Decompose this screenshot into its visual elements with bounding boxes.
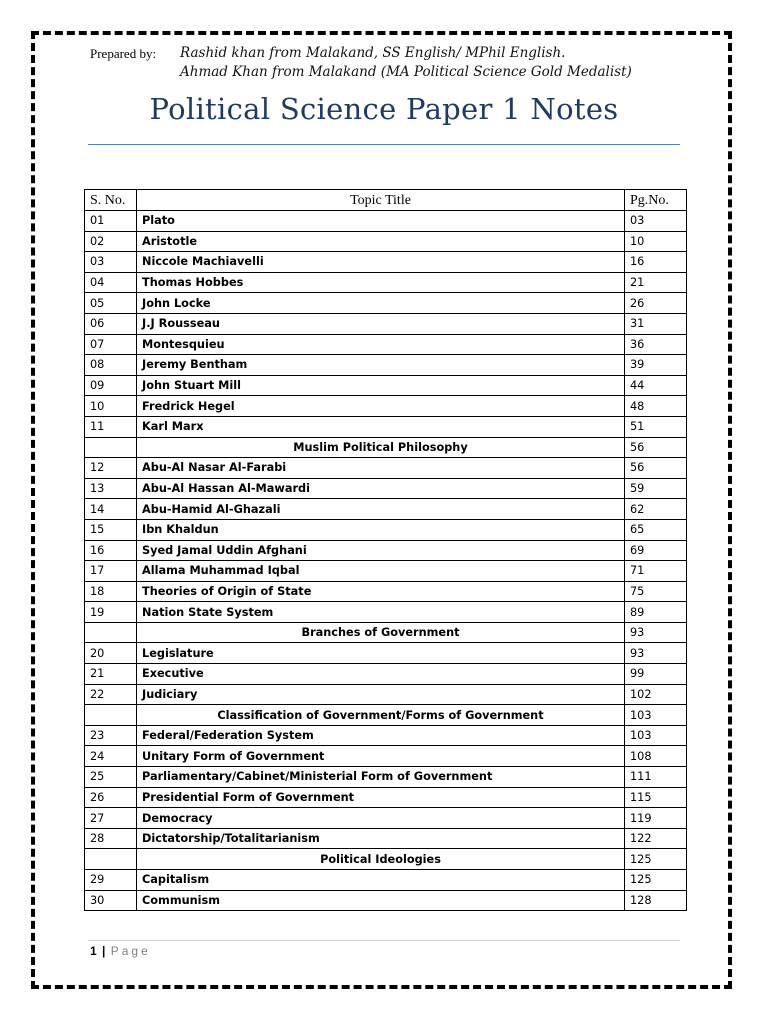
footer-divider	[88, 940, 680, 941]
section-title-cell: Classification of Government/Forms of Government	[137, 705, 625, 726]
serial-number-cell	[85, 705, 137, 726]
table-row	[85, 643, 687, 664]
topic-title-cell: Democracy	[137, 808, 625, 829]
serial-number-cell: 17	[85, 561, 137, 582]
page-label: Page	[110, 944, 151, 958]
topic-title-cell: Thomas Hobbes	[137, 272, 625, 293]
table-row	[85, 478, 687, 499]
section-title-cell: Branches of Government	[137, 622, 625, 643]
header-page-number: Pg.No.	[625, 190, 687, 211]
page-number-cell: 48	[625, 396, 687, 417]
table-row	[85, 890, 687, 911]
page-number-cell: 56	[625, 437, 687, 458]
serial-number-cell: 24	[85, 746, 137, 767]
topic-title-cell: Unitary Form of Government	[137, 746, 625, 767]
topic-title-cell: Plato	[137, 211, 625, 232]
table-row	[85, 396, 687, 417]
serial-number-cell: 25	[85, 767, 137, 788]
page-number-cell: 93	[625, 622, 687, 643]
table-row	[85, 458, 687, 479]
section-row	[85, 705, 687, 726]
serial-number-cell: 16	[85, 540, 137, 561]
serial-number-cell: 10	[85, 396, 137, 417]
page-number-cell: 103	[625, 705, 687, 726]
topic-title-cell: J.J Rousseau	[137, 313, 625, 334]
serial-number-cell: 27	[85, 808, 137, 829]
page-number-cell: 21	[625, 272, 687, 293]
table-row	[85, 684, 687, 705]
table-row	[85, 355, 687, 376]
table-row	[85, 416, 687, 437]
author-line-1: Rashid khan from Malakand, SS English/ MPhil English.	[180, 45, 566, 61]
header-topic-title: Topic Title	[137, 190, 625, 211]
table-row	[85, 334, 687, 355]
serial-number-cell: 01	[85, 211, 137, 232]
page-number-cell: 39	[625, 355, 687, 376]
serial-number-cell	[85, 622, 137, 643]
serial-number-cell: 13	[85, 478, 137, 499]
serial-number-cell: 07	[85, 334, 137, 355]
serial-number-cell: 14	[85, 499, 137, 520]
serial-number-cell: 15	[85, 519, 137, 540]
page-number-cell: 99	[625, 664, 687, 685]
table-row	[85, 211, 687, 232]
serial-number-cell: 21	[85, 664, 137, 685]
page-number-cell: 122	[625, 828, 687, 849]
page-number-cell: 10	[625, 231, 687, 252]
page-number-cell: 71	[625, 561, 687, 582]
page-number-cell: 56	[625, 458, 687, 479]
table-body	[85, 211, 687, 911]
table-row	[85, 252, 687, 273]
page-number-cell: 16	[625, 252, 687, 273]
section-title-cell: Muslim Political Philosophy	[137, 437, 625, 458]
topic-title-cell: Legislature	[137, 643, 625, 664]
topic-title-cell: Federal/Federation System	[137, 725, 625, 746]
topic-title-cell: Presidential Form of Government	[137, 787, 625, 808]
page-number-cell: 44	[625, 375, 687, 396]
section-row	[85, 437, 687, 458]
page-footer	[90, 944, 151, 958]
topic-title-cell: Allama Muhammad Iqbal	[137, 561, 625, 582]
topic-title-cell: Ibn Khaldun	[137, 519, 625, 540]
author-line-2: Ahmad Khan from Malakand (MA Political Science Gold Medalist)	[180, 64, 632, 80]
page-number-cell: 62	[625, 499, 687, 520]
topic-title-cell: John Locke	[137, 293, 625, 314]
serial-number-cell: 26	[85, 787, 137, 808]
page-number-cell: 26	[625, 293, 687, 314]
serial-number-cell: 19	[85, 602, 137, 623]
topic-title-cell: Aristotle	[137, 231, 625, 252]
table-of-contents	[84, 189, 687, 911]
page-number-cell: 108	[625, 746, 687, 767]
serial-number-cell: 08	[85, 355, 137, 376]
topic-title-cell: Fredrick Hegel	[137, 396, 625, 417]
section-title-cell: Political Ideologies	[137, 849, 625, 870]
serial-number-cell: 03	[85, 252, 137, 273]
topic-title-cell: Theories of Origin of State	[137, 581, 625, 602]
prepared-by-label: Prepared by:	[90, 46, 157, 61]
serial-number-cell: 05	[85, 293, 137, 314]
page-number-cell: 125	[625, 849, 687, 870]
topic-title-cell: Abu-Al Nasar Al-Farabi	[137, 458, 625, 479]
table-row	[85, 787, 687, 808]
serial-number-cell	[85, 849, 137, 870]
serial-number-cell	[85, 437, 137, 458]
table-row	[85, 375, 687, 396]
page-number-cell: 65	[625, 519, 687, 540]
page-number-cell: 111	[625, 767, 687, 788]
table-row	[85, 767, 687, 788]
serial-number-cell: 11	[85, 416, 137, 437]
table-row	[85, 746, 687, 767]
table-row	[85, 561, 687, 582]
topic-title-cell: Judiciary	[137, 684, 625, 705]
document-title: Political Science Paper 1 Notes	[149, 92, 619, 126]
topic-title-cell: Karl Marx	[137, 416, 625, 437]
table-row	[85, 870, 687, 891]
table-row	[85, 272, 687, 293]
page-number-cell: 115	[625, 787, 687, 808]
topic-title-cell: Communism	[137, 890, 625, 911]
serial-number-cell: 22	[85, 684, 137, 705]
title-divider	[88, 144, 680, 145]
page-number: 1	[90, 944, 97, 958]
table-row	[85, 519, 687, 540]
serial-number-cell: 29	[85, 870, 137, 891]
serial-number-cell: 04	[85, 272, 137, 293]
table-row	[85, 725, 687, 746]
serial-number-cell: 20	[85, 643, 137, 664]
topic-title-cell: John Stuart Mill	[137, 375, 625, 396]
serial-number-cell: 12	[85, 458, 137, 479]
serial-number-cell: 30	[85, 890, 137, 911]
section-row	[85, 849, 687, 870]
topic-title-cell: Capitalism	[137, 870, 625, 891]
table-row	[85, 664, 687, 685]
topic-title-cell: Abu-Al Hassan Al-Mawardi	[137, 478, 625, 499]
page-number-cell: 128	[625, 890, 687, 911]
topic-title-cell: Abu-Hamid Al-Ghazali	[137, 499, 625, 520]
page-number-cell: 69	[625, 540, 687, 561]
table-row	[85, 540, 687, 561]
topic-title-cell: Syed Jamal Uddin Afghani	[137, 540, 625, 561]
header-serial-number: S. No.	[85, 190, 137, 211]
page-number-cell: 31	[625, 313, 687, 334]
serial-number-cell: 28	[85, 828, 137, 849]
page-number-cell: 03	[625, 211, 687, 232]
topic-title-cell: Jeremy Bentham	[137, 355, 625, 376]
topic-title-cell: Dictatorship/Totalitarianism	[137, 828, 625, 849]
topic-title-cell: Executive	[137, 664, 625, 685]
table-row	[85, 602, 687, 623]
topic-title-cell: Niccole Machiavelli	[137, 252, 625, 273]
page-number-cell: 75	[625, 581, 687, 602]
table-row	[85, 499, 687, 520]
page-number-cell: 93	[625, 643, 687, 664]
topic-title-cell: Montesquieu	[137, 334, 625, 355]
section-row	[85, 622, 687, 643]
table-row	[85, 581, 687, 602]
authors-block	[180, 44, 632, 82]
table-row	[85, 808, 687, 829]
page-number-cell: 102	[625, 684, 687, 705]
table-row	[85, 313, 687, 334]
topic-title-cell: Nation State System	[137, 602, 625, 623]
page-number-cell: 59	[625, 478, 687, 499]
topic-title-cell: Parliamentary/Cabinet/Ministerial Form of Government	[137, 767, 625, 788]
table-header-row	[85, 190, 687, 211]
table-row	[85, 293, 687, 314]
page-number-cell: 119	[625, 808, 687, 829]
page-number-cell: 125	[625, 870, 687, 891]
serial-number-cell: 09	[85, 375, 137, 396]
table-row	[85, 231, 687, 252]
serial-number-cell: 06	[85, 313, 137, 334]
page-number-cell: 36	[625, 334, 687, 355]
page-number-cell: 51	[625, 416, 687, 437]
serial-number-cell: 18	[85, 581, 137, 602]
page-number-cell: 103	[625, 725, 687, 746]
table-row	[85, 828, 687, 849]
footer-separator: |	[102, 944, 106, 958]
page-number-cell: 89	[625, 602, 687, 623]
serial-number-cell: 02	[85, 231, 137, 252]
serial-number-cell: 23	[85, 725, 137, 746]
